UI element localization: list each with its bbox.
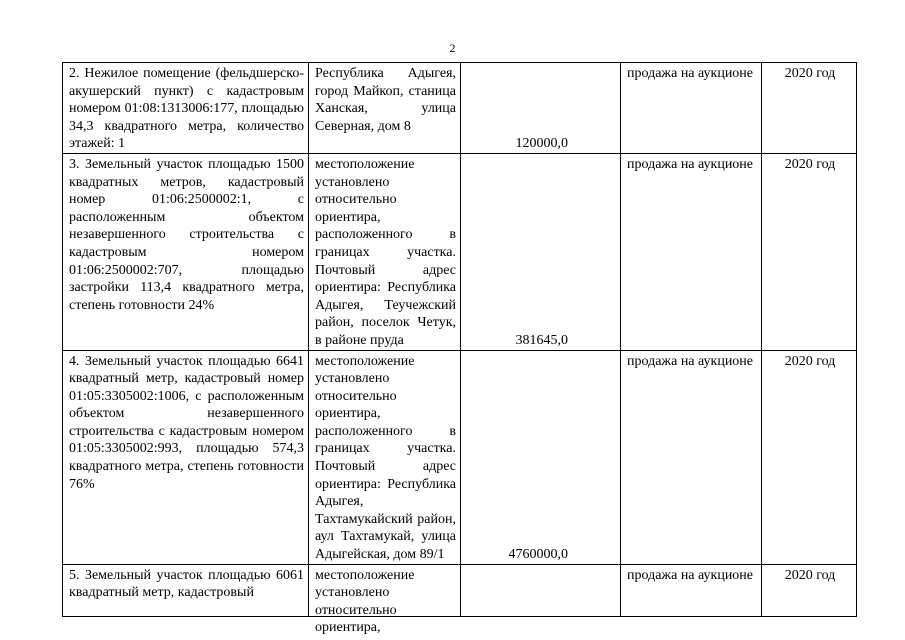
privatization-year: 2020 год: [762, 153, 857, 350]
property-price: 4760000,0: [461, 350, 621, 564]
property-location: местоположение установлено относительно ориентира, расположенного в границах участка. Почтовый адрес ориентира: Республика Адыгея, Тахтамукайский район, аул Тахтамукай, улица Адыгейская, дом 89/1: [309, 350, 461, 564]
table-row: [63, 350, 857, 564]
privatization-method: продажа на аукционе: [621, 153, 762, 350]
privatization-method: продажа на аукционе: [621, 63, 762, 154]
privatization-method: продажа на аукционе: [621, 350, 762, 564]
property-price: 381645,0: [461, 153, 621, 350]
property-description: 4. Земельный участок площадью 6641 квадратный метр, кадастровый номер 01:05:3305002:1006, с расположенным объектом незавершенного строительства с кадастровым номером 01:05:3305002:993, площадью 574,3 квадратного метра, степень готовности 76%: [63, 350, 309, 564]
table-row: [63, 63, 857, 154]
property-location: местоположение установлено относительно ориентира,: [315, 567, 415, 636]
table-row: [63, 564, 857, 616]
property-price: 120000,0: [461, 63, 621, 154]
property-location: местоположение установлено относительно ориентира, расположенного в границах участка. Почтовый адрес ориентира: Республика Адыгея, Теучежский район, поселок Четук, в районе пруда: [309, 153, 461, 350]
property-description: 3. Земельный участок площадью 1500 квадратных метров, кадастровый номер 01:06:2500002:1, с расположенным объектом незавершенного строительства с кадастровым номером 01:06:2500002:707, площадью застройки 113,4 квадратного метра, степень готовности 24%: [63, 153, 309, 350]
property-price: [461, 564, 621, 616]
property-description: 2. Нежилое помещение (фельдшерско-акушерский пункт) с кадастровым номером 01:08:1313006:177, площадью 34,3 квадратного метра, количество этажей: 1: [63, 63, 309, 154]
property-table: [62, 62, 857, 636]
privatization-year: 2020 год: [762, 350, 857, 564]
table-row: [63, 153, 857, 350]
property-location: Республика Адыгея, город Майкоп, станица Ханская, улица Северная, дом 8: [309, 63, 461, 154]
page-number: 2: [449, 41, 456, 55]
privatization-year: 2020 год: [762, 63, 857, 154]
property-description: 5. Земельный участок площадью 6061 квадратный метр, кадастровый: [69, 567, 304, 601]
privatization-method: продажа на аукционе: [627, 567, 754, 583]
privatization-year: 2020 год: [784, 567, 836, 583]
